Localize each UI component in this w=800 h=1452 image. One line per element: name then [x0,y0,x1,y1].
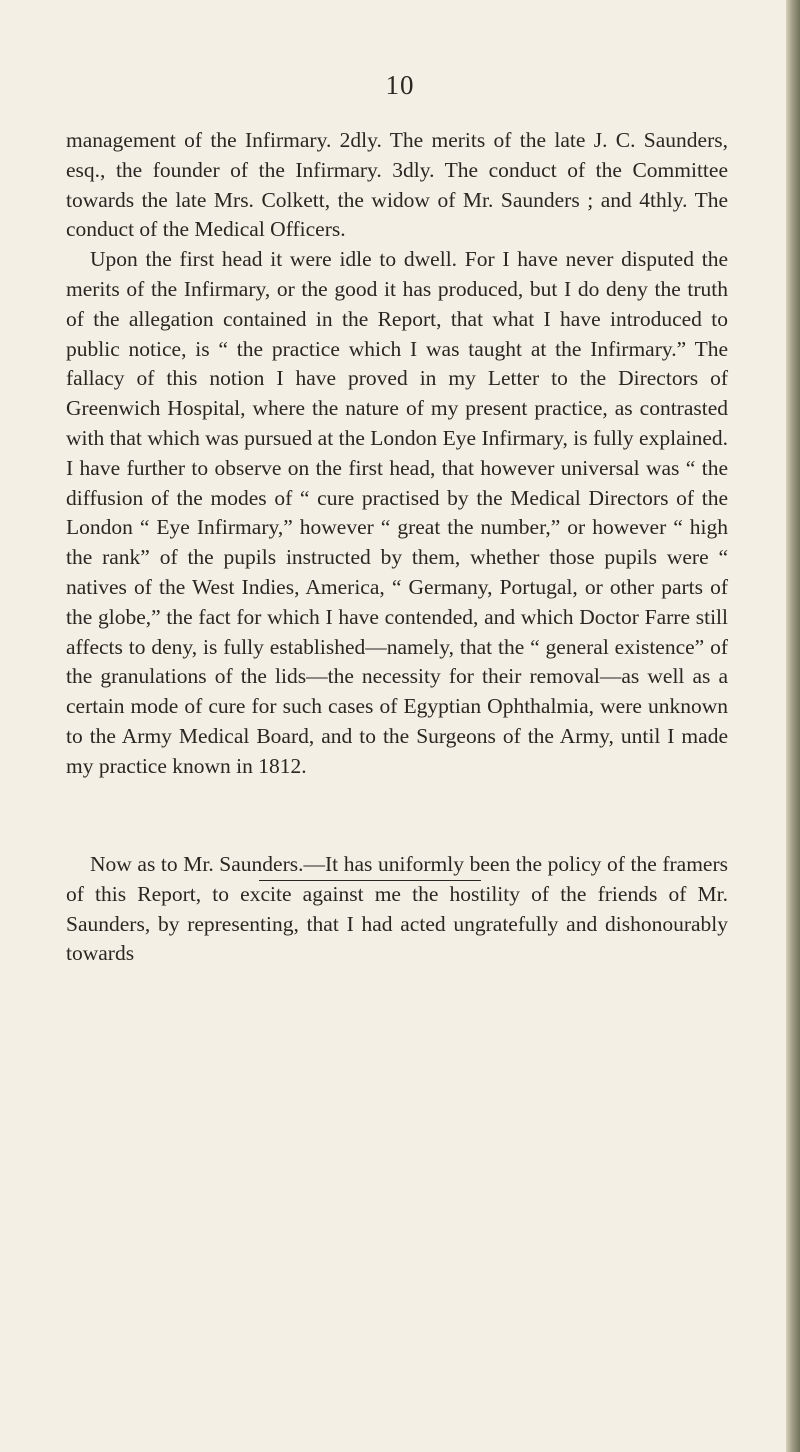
paragraph-intro: management of the Infirmary. 2dly. The merits of the late J. C. Saunders, esq., the founder of the Infirmary. 3dly. The conduct of the Committee towards the late Mrs. Colkett, the widow of Mr. Saunders ; and 4thly. The conduct of the Medical Officers. [66,128,728,242]
page-number: 10 [385,70,415,100]
paragraph-first-head: Upon the first head it were idle to dwell. For I have never disputed the merits of the Infirmary, or the good it has produced, but I do deny the truth of the allegation contained in the Report, that what I have introduced to public notice, is “ the practice which I was taught at the Infirmary.” The fallacy of this notion I have proved in my Letter to the Directors of Greenwich Hospital, where the nature of my present practice, as contrasted with that which was pursued at the London Eye Infirmary, is fully explained. I have further to observe on the first head, that however universal was “ the diffusion of the modes of “ cure practised by the Medical Directors of the London “ Eye Infirmary,” however “ great the number,” or however “ high the rank” of the pupils instructed by them, whether those pupils were “ natives of the West Indies, America, “ Germany, Portugal, or other parts of the globe,” the fact for which I have contended, and which Doctor Farre still affects to deny, is fully established—namely, that the “ general existence” of the granulations of the lids—the necessity for their removal—as well as a certain mode of cure for such cases of Egyptian Ophthalmia, were unknown to the Army Medical Board, and to the Surgeons of the Army, until I made my practice known in 1812. [66,247,728,778]
paragraph-saunders: Now as to Mr. Saunders.—It has uniformly been the policy of the framers of this Report, to excite against me the hostility of the friends of Mr. Saunders, by representing, that I had acted ungratefully and dishonourably towards [66,852,728,966]
text-section-first [66,126,728,782]
text-section-second [66,850,728,969]
page-edge-shadow [786,0,800,1452]
